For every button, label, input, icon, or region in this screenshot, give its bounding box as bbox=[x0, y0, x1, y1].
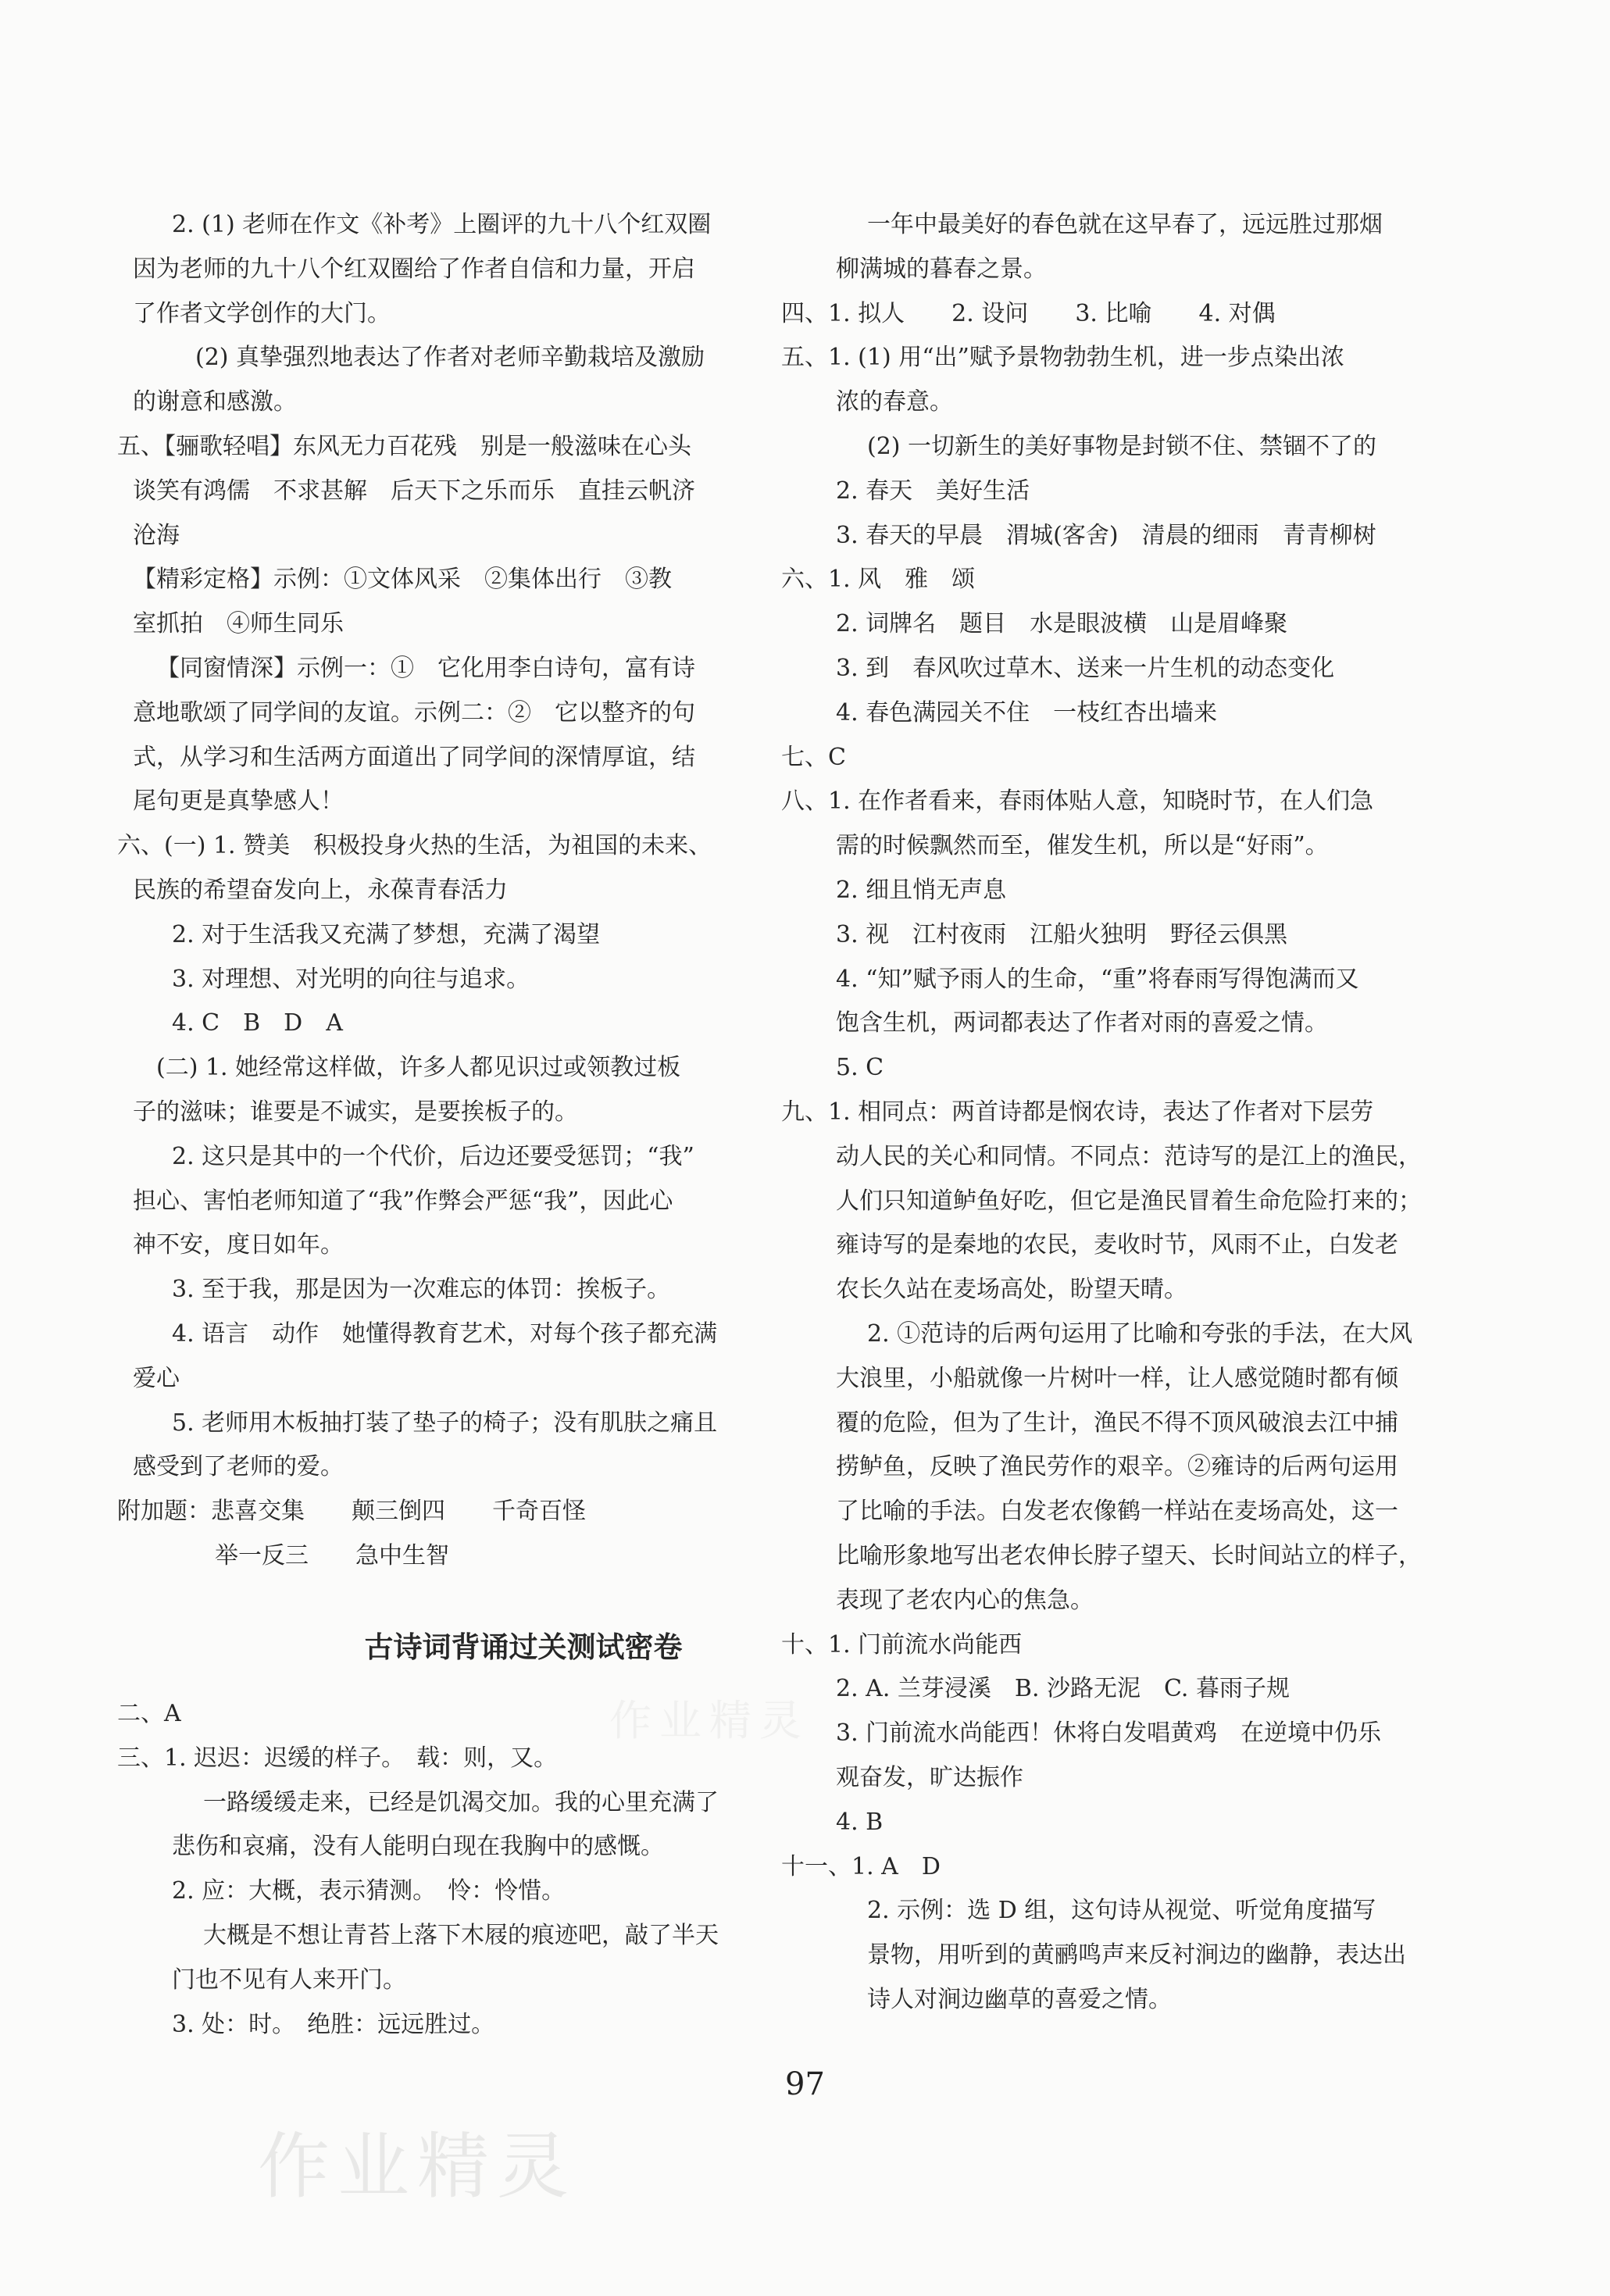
watermark-mid: 作业精灵 bbox=[609, 1696, 809, 1745]
answer-line: 因为老师的九十八个红双圈给了作者自信和力量，开启 bbox=[133, 255, 695, 283]
answer-line: 3. 处：时。 绝胜：远远胜过。 bbox=[172, 2010, 495, 2038]
answer-line: 爱心 bbox=[133, 1364, 180, 1392]
answer-line: 表现了老农内心的焦急。 bbox=[836, 1586, 1094, 1614]
answer-line: 2. A. 兰芽浸溪 B. 沙路无泥 C. 暮雨子规 bbox=[836, 1675, 1290, 1703]
answer-line: 2. 示例：选 D 组，这句诗从视觉、听觉角度描写 bbox=[867, 1897, 1376, 1925]
answer-line: 动人民的关心和同情。不同点：范诗写的是江上的渔民， bbox=[836, 1142, 1422, 1170]
answer-line: 2. 应：大概，表示猜测。 怜：怜惜。 bbox=[172, 1877, 566, 1905]
answer-line: 四、1. 拟人 2. 设问 3. 比喻 4. 对偶 bbox=[781, 299, 1276, 327]
answer-line: 5. C bbox=[836, 1054, 884, 1082]
answer-line: 农长久站在麦场高处，盼望天晴。 bbox=[836, 1276, 1187, 1304]
answer-line: (2) 一切新生的美好事物是封锁不住、禁锢不了的 bbox=[867, 433, 1377, 460]
answer-line: 4. B bbox=[836, 1808, 884, 1836]
answer-line: 室抓拍 ④师生同乐 bbox=[133, 610, 344, 638]
answer-line: 八、1. 在作者看来，春雨体贴人意，知晓时节，在人们急 bbox=[781, 787, 1374, 816]
answer-line: (2) 真挚强烈地表达了作者对老师辛勤栽培及激励 bbox=[195, 344, 705, 372]
answer-line: 4. C B D A bbox=[172, 1009, 343, 1037]
answer-line: 十一、1. A D bbox=[781, 1852, 941, 1880]
answer-line: 捞鲈鱼，反映了渔民劳作的艰辛。②雍诗的后两句运用 bbox=[836, 1453, 1398, 1481]
answer-line: 谈笑有鸿儒 不求甚解 后天下之乐而乐 直挂云帆济 bbox=[133, 477, 695, 505]
answer-line: 意地歌颂了同学间的友谊。示例二：② 它以整齐的句 bbox=[133, 698, 695, 727]
answer-line: 了作者文学创作的大门。 bbox=[133, 299, 391, 327]
answer-line: 感受到了老师的爱。 bbox=[133, 1453, 344, 1481]
answer-line: 2. 细且悄无声息 bbox=[836, 877, 1007, 904]
answer-line: 3. 对理想、对光明的向往与追求。 bbox=[172, 965, 530, 993]
answer-line: 2. (1) 老师在作文《补考》上圈评的九十八个红双圈 bbox=[172, 211, 712, 238]
answer-line: 一年中最美好的春色就在这早春了，远远胜过那烟 bbox=[867, 211, 1383, 238]
answer-line: 需的时候飘然而至，催发生机，所以是“好雨”。 bbox=[836, 832, 1329, 860]
answer-line: 五、【骊歌轻唱】东风无力百花残 别是一般滋味在心头 bbox=[117, 433, 691, 460]
answer-line: 诗人对涧边幽草的喜爱之情。 bbox=[867, 1986, 1172, 2013]
answer-line: 柳满城的暮春之景。 bbox=[836, 255, 1047, 283]
answer-line: 4. “知”赋予雨人的生命，“重”将春雨写得饱满而又 bbox=[836, 965, 1359, 993]
answer-line: 七、C bbox=[781, 743, 846, 771]
answer-line: 了比喻的手法。白发老农像鹤一样站在麦场高处，这一 bbox=[836, 1498, 1398, 1526]
section-title: 古诗词背诵过关测试密卷 bbox=[364, 1630, 683, 1664]
answer-line: 比喻形象地写出老农伸长脖子望天、长时间站立的样子， bbox=[836, 1542, 1422, 1569]
answer-line: 3. 视 江村夜雨 江船火独明 野径云俱黑 bbox=[836, 920, 1288, 948]
answer-line: 3. 春天的早晨 渭城(客舍) 清晨的细雨 青青柳树 bbox=[836, 521, 1376, 549]
answer-line: 尾句更是真挚感人！ bbox=[133, 787, 344, 816]
answer-line: 二、A bbox=[117, 1700, 181, 1727]
answer-line: 式，从学习和生活两方面道出了同学间的深情厚谊，结 bbox=[133, 743, 695, 771]
watermark-bottom: 作业精灵 bbox=[258, 2125, 577, 2209]
answer-line: 九、1. 相同点：两首诗都是悯农诗，表达了作者对下层劳 bbox=[781, 1098, 1374, 1126]
answer-line: 大浪里，小船就像一片树叶一样，让人感觉随时都有倾 bbox=[836, 1364, 1398, 1392]
answer-line: 担心、害怕老师知道了“我”作弊会严惩“我”，因此心 bbox=[133, 1187, 673, 1215]
page-number: 97 bbox=[785, 2066, 825, 2102]
answer-line: 【同窗情深】示例一：① 它化用李白诗句，富有诗 bbox=[156, 655, 695, 682]
answer-line: 三、1. 迟迟：迟缓的样子。 载：则，又。 bbox=[117, 1744, 558, 1772]
answer-line: (二) 1. 她经常这样做，许多人都见识过或领教过板 bbox=[156, 1054, 681, 1082]
answer-line: 2. ①范诗的后两句运用了比喻和夸张的手法，在大风 bbox=[867, 1320, 1413, 1348]
answer-line: 附加题：悲喜交集 颠三倒四 千奇百怪 bbox=[117, 1498, 586, 1526]
answer-line: 雍诗写的是秦地的农民，麦收时节，风雨不止，白发老 bbox=[836, 1231, 1398, 1259]
answer-line: 悲伤和哀痛，没有人能明白现在我胸中的感慨。 bbox=[172, 1833, 664, 1861]
answer-line: 景物，用听到的黄鹂鸣声来反衬涧边的幽静，表达出 bbox=[867, 1941, 1406, 1969]
answer-line: 神不安，度日如年。 bbox=[133, 1231, 344, 1259]
answer-line: 3. 到 春风吹过草木、送来一片生机的动态变化 bbox=[836, 655, 1335, 682]
answer-line: 举一反三 急中生智 bbox=[215, 1542, 449, 1569]
answer-line: 沧海 bbox=[133, 521, 180, 549]
answer-line: 大概是不想让青苔上落下木屐的痕迹吧，敲了半天 bbox=[203, 1922, 719, 1949]
answer-line: 的谢意和感激。 bbox=[133, 388, 297, 416]
answer-line: 2. 春天 美好生活 bbox=[836, 477, 1030, 505]
answer-line: 覆的危险，但为了生计，渔民不得不顶风破浪去江中捕 bbox=[836, 1409, 1398, 1437]
answer-line: 3. 门前流水尚能西！休将白发唱黄鸡 在逆境中仍乐 bbox=[836, 1719, 1382, 1748]
answer-line: 【精彩定格】示例：①文体风采 ②集体出行 ③教 bbox=[133, 566, 672, 594]
answer-line: 五、1. (1) 用“出”赋予景物勃勃生机，进一步点染出浓 bbox=[781, 344, 1344, 372]
answer-line: 2. 词牌名 题目 水是眼波横 山是眉峰聚 bbox=[836, 610, 1288, 638]
answer-line: 一路缓缓走来，已经是饥渴交加。我的心里充满了 bbox=[203, 1788, 719, 1816]
answer-line: 2. 这只是其中的一个代价，后边还要受惩罚；“我” bbox=[172, 1142, 694, 1170]
answer-line: 饱含生机，两词都表达了作者对雨的喜爱之情。 bbox=[836, 1009, 1328, 1037]
answer-line: 4. 春色满园关不住 一枝红杏出墙来 bbox=[836, 698, 1218, 727]
answer-line: 5. 老师用木板抽打装了垫子的椅子；没有肌肤之痛且 bbox=[172, 1409, 718, 1437]
answer-line: 观奋发，旷达振作 bbox=[836, 1764, 1023, 1791]
answer-line: 浓的春意。 bbox=[836, 388, 953, 416]
answer-line: 门也不见有人来开门。 bbox=[172, 1966, 406, 1994]
answer-line: 2. 对于生活我又充满了梦想，充满了渴望 bbox=[172, 920, 601, 948]
answer-line: 3. 至于我，那是因为一次难忘的体罚：挨板子。 bbox=[172, 1276, 671, 1304]
answer-line: 人们只知道鲈鱼好吃，但它是渔民冒着生命危险打来的； bbox=[836, 1187, 1422, 1215]
answer-line: 子的滋味；谁要是不诚实，是要挨板子的。 bbox=[133, 1098, 578, 1126]
answer-line: 十、1. 门前流水尚能西 bbox=[781, 1630, 1023, 1659]
answer-line: 民族的希望奋发向上，永葆青春活力 bbox=[133, 877, 508, 904]
answer-line: 4. 语言 动作 她懂得教育艺术，对每个孩子都充满 bbox=[172, 1320, 718, 1348]
answer-line: 六、(一) 1. 赞美 积极投身火热的生活，为祖国的未来、 bbox=[117, 832, 712, 860]
answer-line: 六、1. 风 雅 颂 bbox=[781, 566, 976, 594]
